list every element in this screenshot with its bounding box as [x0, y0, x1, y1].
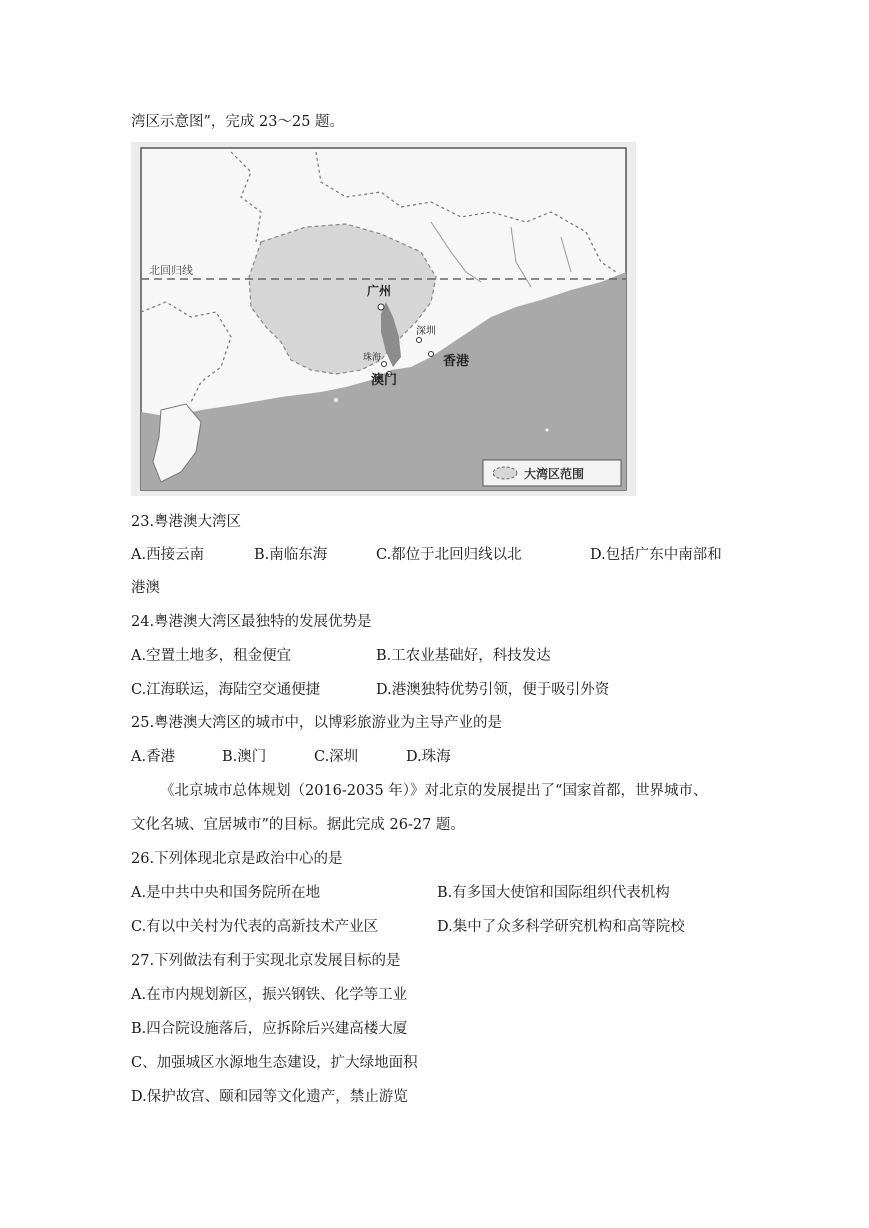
zhuhai-marker: [382, 362, 387, 367]
q23-option-b: B.南临东海: [254, 547, 328, 563]
guangzhou-label: 广州: [367, 284, 392, 298]
greater-bay-area-map: [131, 142, 636, 496]
intro-tail-text: 湾区示意图”，完成 23～25 题。: [131, 114, 345, 130]
q27-option-d: D.保护故宫、颐和园等文化遗产，禁止游览: [131, 1089, 408, 1105]
q27-option-a: A.在市内规划新区，振兴钢铁、化学等工业: [131, 987, 408, 1003]
q23-option-d-continued: 港澳: [131, 580, 160, 596]
shenzhen-marker: [417, 338, 422, 343]
q24-option-c: C.江海联运，海陆空交通便捷: [131, 682, 321, 698]
hongkong-marker: [429, 352, 434, 357]
q26-stem: 26.下列体现北京是政治中心的是: [131, 851, 343, 867]
q27-option-c: C、加强城区水源地生态建设，扩大绿地面积: [131, 1055, 418, 1071]
q26-option-a: A.是中共中央和国务院所在地: [131, 885, 321, 901]
zhuhai-label: 珠海: [363, 353, 382, 363]
q26-option-d: D.集中了众多科学研究机构和高等院校: [437, 919, 685, 935]
legend-swatch: [493, 467, 517, 479]
passage-line-1: 《北京城市总体规划（2016-2035 年）》对北京的发展提出了“国家首都，世界城市、: [160, 783, 708, 799]
q25-option-c: C.深圳: [314, 749, 359, 765]
q26-option-c: C.有以中关村为代表的高新技术产业区: [131, 919, 379, 935]
guangzhou-marker: [378, 304, 384, 310]
tropic-label: 北回归线: [149, 264, 193, 277]
q25-option-d: D.珠海: [406, 749, 451, 765]
island: [334, 398, 338, 402]
q23-option-c: C.都位于北回归线以北: [376, 547, 522, 563]
island: [546, 429, 549, 432]
hongkong-label: 香港: [443, 354, 470, 369]
legend-label: 大湾区范围: [524, 467, 585, 481]
passage-line-2: 文化名城、宜居城市”的目标。据此完成 26-27 题。: [131, 817, 465, 833]
q24-option-a: A.空置土地多，租金便宜: [131, 648, 292, 664]
q27-option-b: B.四合院设施落后，应拆除后兴建高楼大厦: [131, 1021, 408, 1037]
q26-option-b: B.有多国大使馆和国际组织代表机构: [437, 885, 670, 901]
q24-option-b: B.工农业基础好，科技发达: [376, 648, 551, 664]
q23-stem: 23.粤港澳大湾区: [131, 514, 242, 530]
q27-stem: 27.下列做法有利于实现北京发展目标的是: [131, 953, 401, 969]
macau-label: 澳门: [371, 373, 398, 388]
shenzhen-label: 深圳: [416, 326, 436, 337]
q25-option-b: B.澳门: [222, 749, 267, 765]
q25-option-a: A.香港: [131, 749, 176, 765]
q23-option-d: D.包括广东中南部和: [590, 547, 722, 563]
q24-option-d: D.港澳独特优势引领，便于吸引外资: [376, 682, 610, 698]
q24-stem: 24.粤港澳大湾区最独特的发展优势是: [131, 614, 372, 630]
q23-option-a: A.西接云南: [131, 547, 205, 563]
q25-stem: 25.粤港澳大湾区的城市中，以博彩旅游业为主导产业的是: [131, 715, 503, 731]
